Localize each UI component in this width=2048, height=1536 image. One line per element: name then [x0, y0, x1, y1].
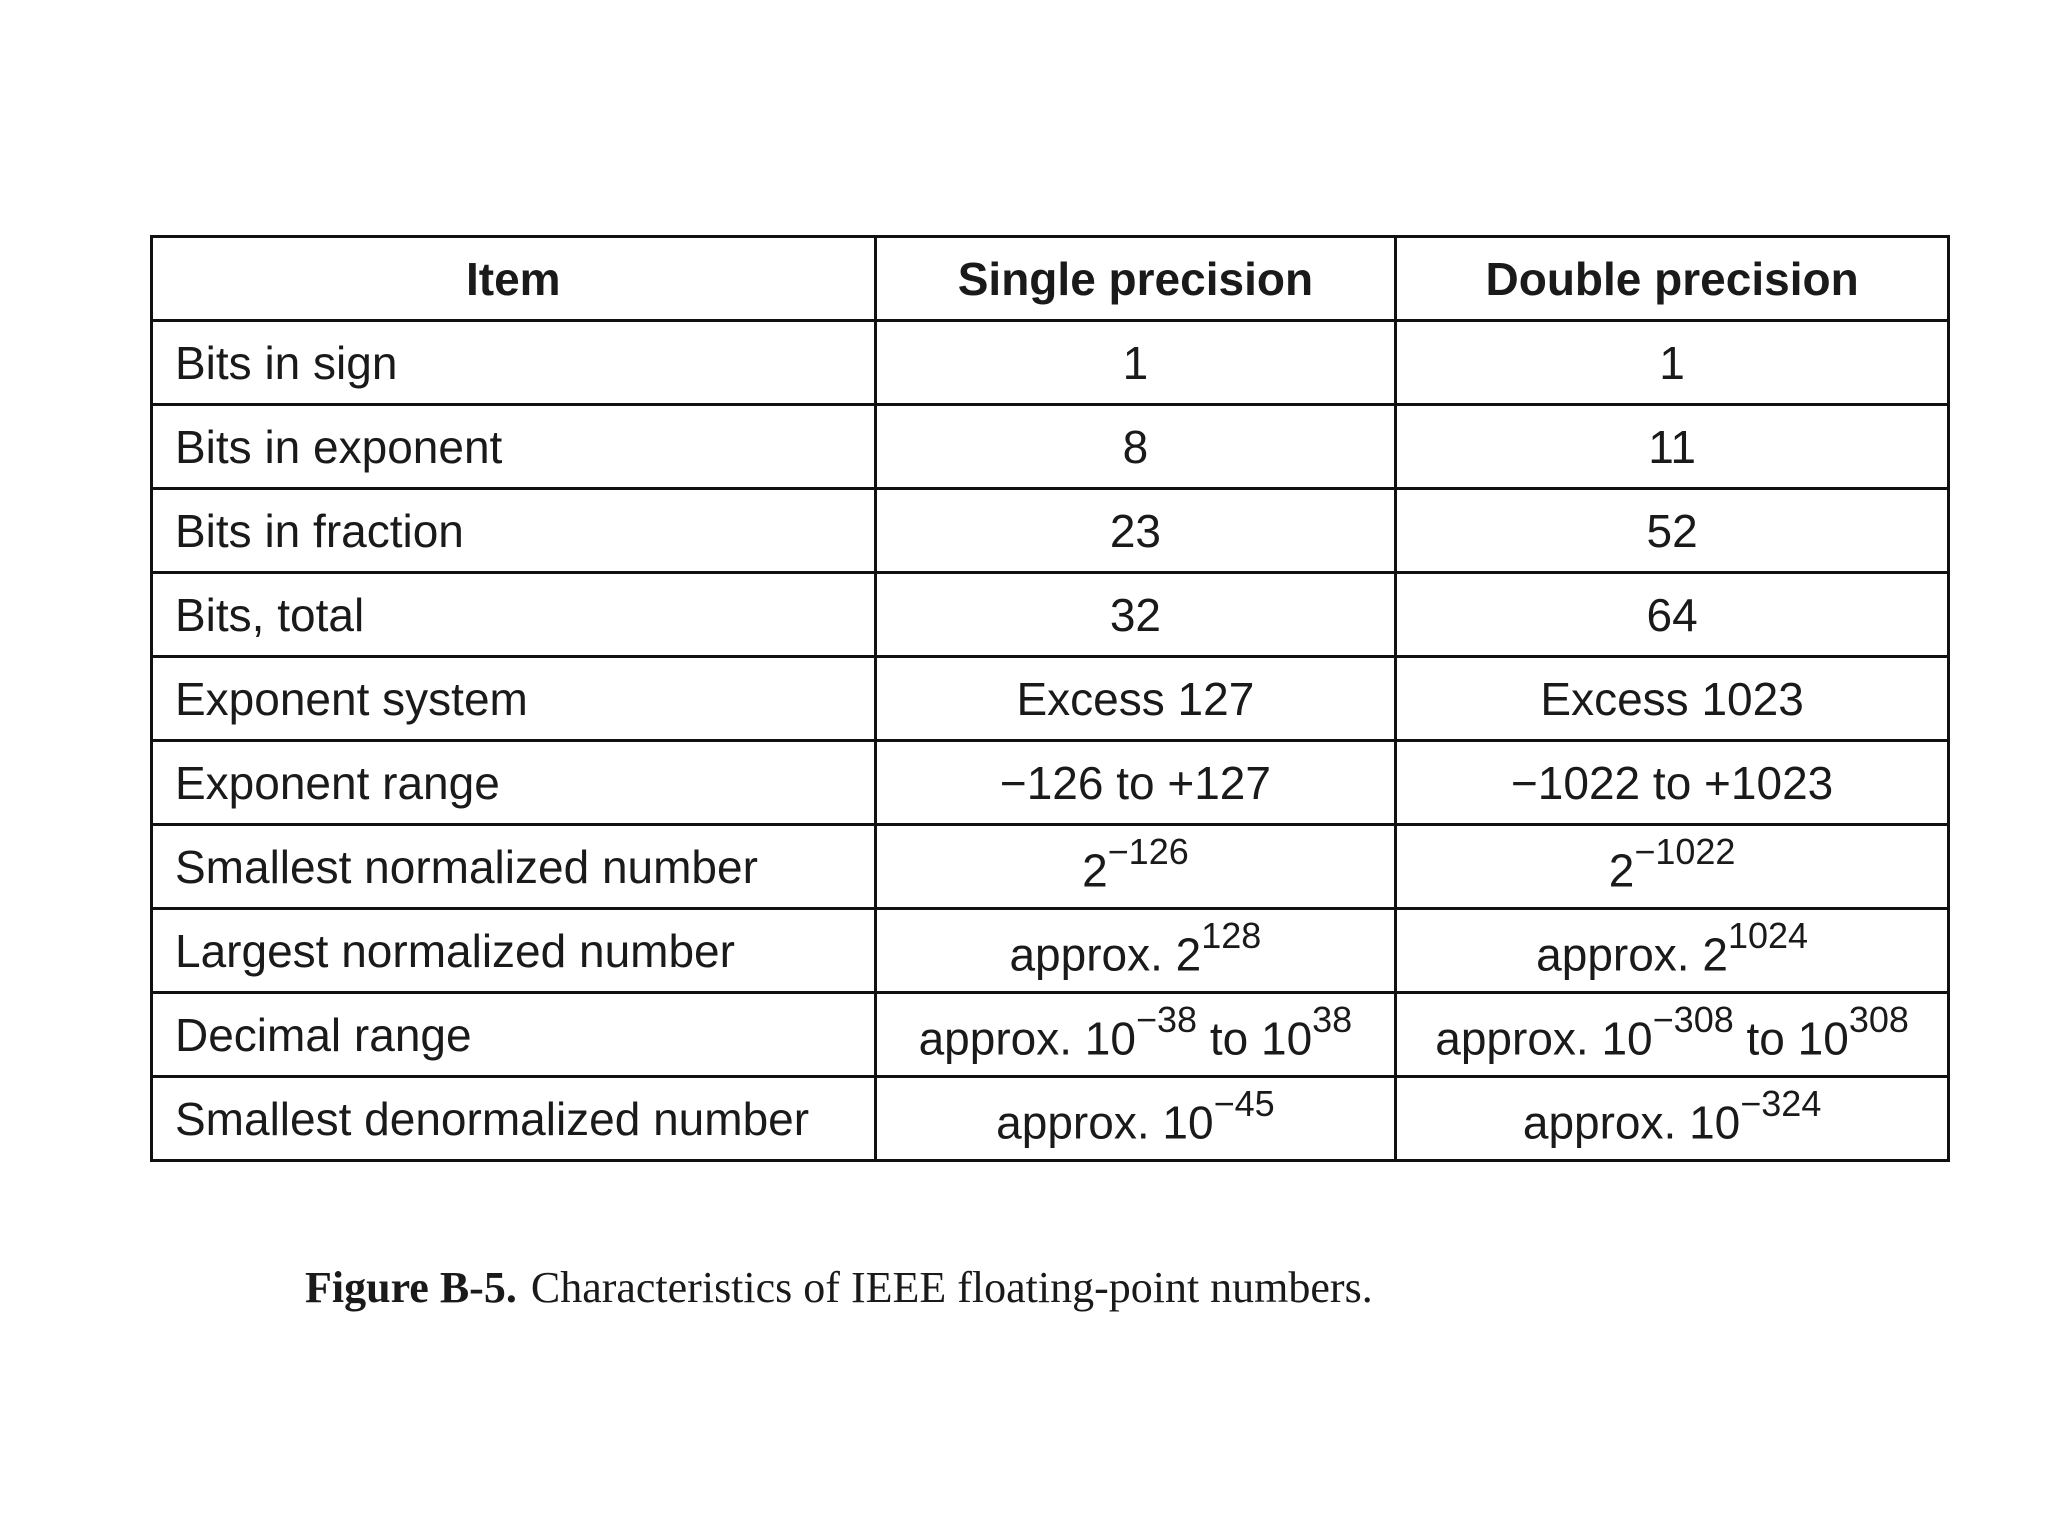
figure-label: Figure B-5.	[305, 1263, 517, 1312]
single-value: 23	[875, 489, 1396, 573]
row-item-label: Smallest denormalized number	[152, 1077, 876, 1161]
table-row	[152, 741, 1949, 825]
table-row	[152, 993, 1949, 1077]
single-value: approx. $10^{-45}$	[875, 1077, 1396, 1161]
table-row	[152, 1077, 1949, 1161]
table-header-row	[152, 237, 1949, 321]
single-value: −126 to +127	[875, 741, 1396, 825]
double-value: approx. $10^{-308}$ to $10^{308}$	[1396, 993, 1949, 1077]
single-value: approx. $2^{128}$	[875, 909, 1396, 993]
row-item-label: Bits in exponent	[152, 405, 876, 489]
double-value: 1	[1396, 321, 1949, 405]
table-row	[152, 657, 1949, 741]
header-item: Item	[152, 237, 876, 321]
figure-caption-text: Characteristics of IEEE floating-point numbers.	[530, 1263, 1373, 1312]
double-value: $2^{-1022}$	[1396, 825, 1949, 909]
row-item-label: Largest normalized number	[152, 909, 876, 993]
table-row	[152, 321, 1949, 405]
double-value: 11	[1396, 405, 1949, 489]
row-item-label: Exponent range	[152, 741, 876, 825]
table-row	[152, 573, 1949, 657]
header-double-precision: Double precision	[1396, 237, 1949, 321]
table-row	[152, 405, 1949, 489]
single-value: Excess 127	[875, 657, 1396, 741]
header-single-precision: Single precision	[875, 237, 1396, 321]
row-item-label: Smallest normalized number	[152, 825, 876, 909]
double-value: Excess 1023	[1396, 657, 1949, 741]
double-value: approx. $10^{-324}$	[1396, 1077, 1949, 1161]
single-value: approx. $10^{-38}$ to $10^{38}$	[875, 993, 1396, 1077]
row-item-label: Bits in sign	[152, 321, 876, 405]
single-value: 32	[875, 573, 1396, 657]
row-item-label: Exponent system	[152, 657, 876, 741]
floating-point-table	[150, 235, 1950, 1162]
row-item-label: Bits, total	[152, 573, 876, 657]
table-row	[152, 909, 1949, 993]
single-value: 1	[875, 321, 1396, 405]
double-value: approx. $2^{1024}$	[1396, 909, 1949, 993]
table-row	[152, 825, 1949, 909]
row-item-label: Bits in fraction	[152, 489, 876, 573]
single-value: $2^{-126}$	[875, 825, 1396, 909]
table-row	[152, 489, 1949, 573]
double-value: 52	[1396, 489, 1949, 573]
double-value: −1022 to +1023	[1396, 741, 1949, 825]
row-item-label: Decimal range	[152, 993, 876, 1077]
double-value: 64	[1396, 573, 1949, 657]
figure-caption	[305, 1262, 1373, 1313]
single-value: 8	[875, 405, 1396, 489]
